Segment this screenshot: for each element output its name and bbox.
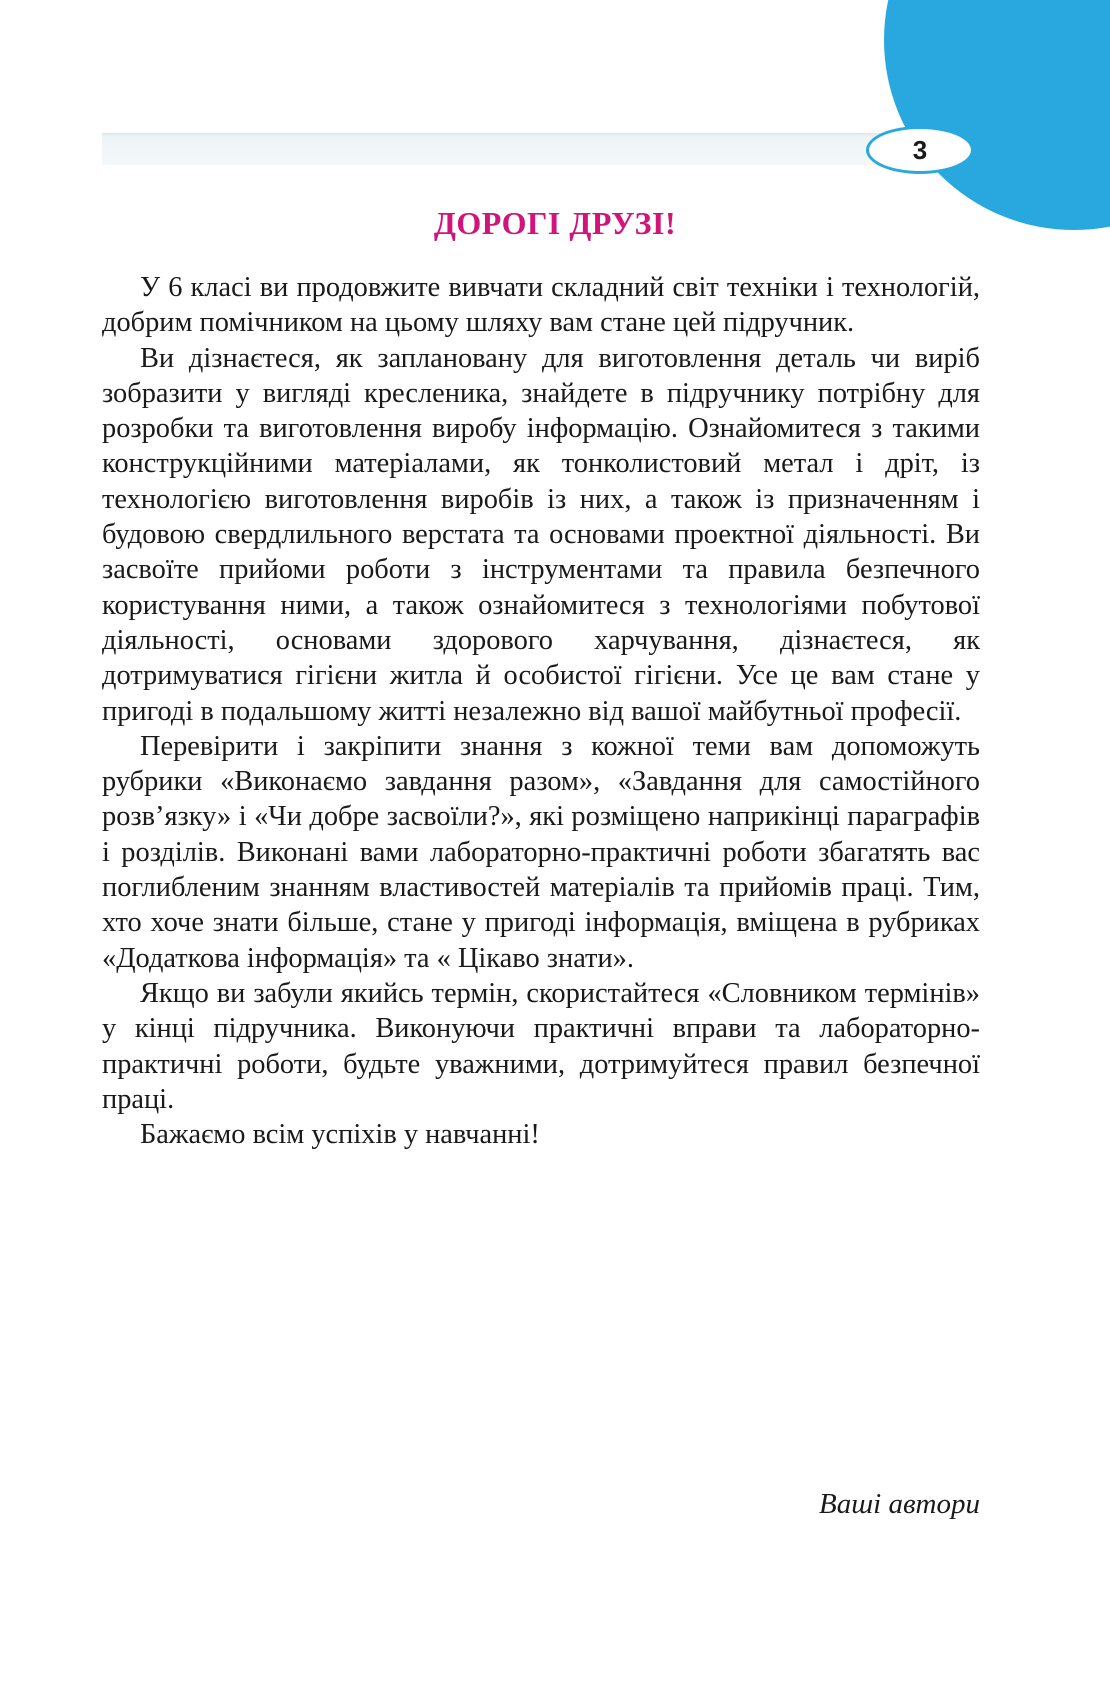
page-title: ДОРОГІ ДРУЗІ! [433,205,677,241]
page-number-badge [866,126,974,174]
corner-decoration [884,0,1110,230]
paragraph-1: У 6 класі ви продовжите вивчати складний світ техніки і технологій, добрим помічником на цьому шляху вам стане цей підручник. [102,272,980,339]
paragraph-3: Перевірити і закріпити знання з кожної теми вам допоможуть рубрики «Виконаємо завдання разом», «Завдання для самостійного розв’язку» і «Чи добре засвоїли?», які розміщено наприкінці параграфів і розділів. Виконані вами лабораторно-практичні роботи збагатять вас поглибленим знанням властивостей матеріалів та прийомів праці. Тим, хто хоче знати більше, стане у пригоді інформація, вміщена в рубриках «Додаткова інформація» та « Цікаво знати». [102,730,980,974]
paragraph-2: Ви дізнаєтеся, як заплановану для виготовлення деталь чи виріб зобразити у вигляді кресленика, знайдете в підручнику потрібну для розробки та виготовлення виробу інформацію. Ознайомитеся з такими конструкційними матеріалами, як тонколистовий метал і дріт, із технологією виготовлення виробів із них, а також із призначенням і будовою свердлильного верстата та основами проектної діяльності. Ви засвоїте прийоми роботи з інструментами та правила безпечного користування ними, а також ознайомитеся з технологіями побутової діяльності, основами здорового харчування, дізнаєтеся, як дотримуватися гігієни житла й особистої гігієни. Усе це вам стане у пригоді в подальшому житті незалежно від вашої майбутньої професії. [102,342,980,727]
paragraph-4: Якщо ви забули якийсь термін, скористайтеся «Словником термінів» у кінці підручника. Виконуючи практичні вправи та лабораторно-практичні роботи, будьте уважними, дотримуйтеся правил безпечної праці. [102,977,980,1115]
signature: Ваші автори [819,1488,980,1520]
paragraph-5: Бажаємо всім успіхів у навчанні! [140,1119,540,1151]
header-band [102,133,892,165]
page-number: 3 [912,134,928,165]
body-text [102,270,980,1152]
